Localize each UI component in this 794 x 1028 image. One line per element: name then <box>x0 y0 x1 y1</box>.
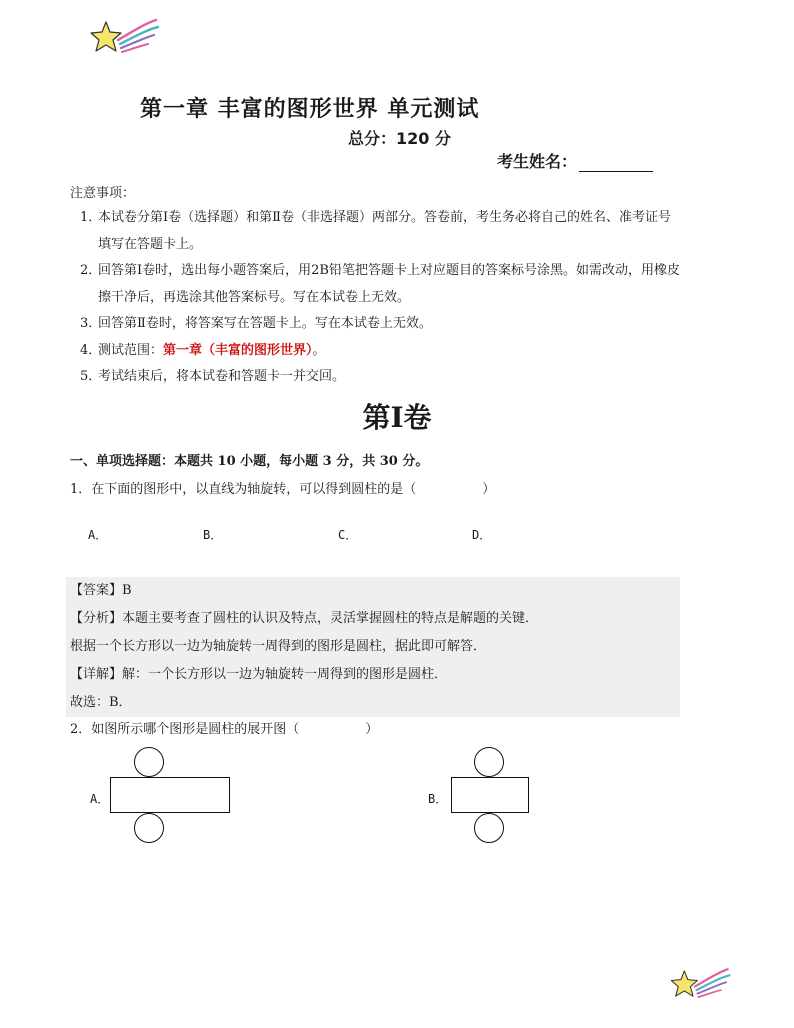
total-score: 总分：120 分 <box>348 129 451 148</box>
notice-list <box>80 205 680 391</box>
notice-item-number: 3． <box>80 316 102 331</box>
notice-item <box>80 258 680 311</box>
notice-item-text: 回答第Ⅰ卷时，选出每小题答案后，用2B铅笔把答题卡上对应题目的答案标号涂黑。如需改动，用橡皮擦干净后，再选涂其他答案标号。写在本试卷上无效。 <box>98 263 680 305</box>
net-circle-bottom <box>134 813 164 843</box>
notice-item <box>80 205 680 258</box>
detail-tag: 【详解】 <box>70 667 123 682</box>
notice-heading: 注意事项： <box>70 186 136 201</box>
notice-item <box>80 364 680 391</box>
net-circle-top <box>134 747 164 777</box>
question-stem-text: 2．如图所示哪个图形是圆柱的展开图（ <box>70 722 300 737</box>
notice-item <box>80 338 680 365</box>
detail-line <box>70 661 680 689</box>
option-a: A． <box>90 792 110 806</box>
notice-item-suffix: 。 <box>312 342 326 358</box>
notice-item <box>80 311 680 338</box>
analysis-text: 本题主要考查了圆柱的认识及特点，灵活掌握圆柱的特点是解题的关键． <box>122 611 539 626</box>
examinee-name-blank <box>579 155 653 172</box>
option-b: B． <box>428 792 448 806</box>
notice-item-number: 1． <box>80 210 102 225</box>
option-b: B． <box>203 528 223 542</box>
section-heading: 一、单项选择题：本题共 10 小题，每小题 3 分，共 30 分。 <box>70 454 429 469</box>
shooting-star-icon <box>668 964 732 1004</box>
option-a: A． <box>88 528 108 542</box>
notice-item-number: 5． <box>80 369 102 384</box>
notice-item-number: 4． <box>80 342 102 358</box>
close-paren: ） <box>482 482 496 497</box>
choice-line: 故选：B． <box>70 695 132 710</box>
notice-item-prefix: 测试范围： <box>98 342 164 358</box>
option-c: C． <box>338 528 358 542</box>
answer-line: 【答案】B <box>70 583 132 598</box>
net-circle-top <box>474 747 504 777</box>
notice-item-text: 回答第Ⅱ卷时，将答案写在答题卡上。写在本试卷上无效。 <box>98 316 432 331</box>
examinee-name-field <box>497 149 653 172</box>
question-2-stem <box>70 718 378 737</box>
notice-item-number: 2． <box>80 263 102 278</box>
close-paren: ） <box>365 722 379 737</box>
page-title: 第一章 丰富的图形世界 单元测试 <box>140 97 480 122</box>
shooting-star-icon <box>88 14 160 60</box>
volume-title: 第Ⅰ卷 <box>362 401 432 434</box>
notice-item-text: 本试卷分第Ⅰ卷（选择题）和第Ⅱ卷（非选择题）两部分。答卷前，考生务必将自己的姓名、准考证号填写在答题卡上。 <box>98 210 671 252</box>
net-rectangle <box>451 777 529 813</box>
question-1-stem <box>70 478 495 497</box>
analysis-tag: 【分析】 <box>70 611 123 626</box>
net-rectangle <box>110 777 230 813</box>
question-stem-text: 1．在下面的图形中，以直线为轴旋转，可以得到圆柱的是（ <box>70 482 417 497</box>
detail-text: 解：一个长方形以一边为轴旋转一周得到的图形是圆柱． <box>122 667 448 682</box>
examinee-name-label: 考生姓名： <box>497 152 578 171</box>
analysis-line <box>70 605 680 633</box>
option-d: D． <box>472 528 492 542</box>
test-scope-highlight: 第一章（丰富的图形世界） <box>163 342 313 358</box>
net-circle-bottom <box>474 813 504 843</box>
analysis-line-2: 根据一个长方形以一边为轴旋转一周得到的图形是圆柱，据此即可解答． <box>70 639 487 654</box>
answer-explanation-box <box>66 577 680 717</box>
notice-item-text: 考试结束后，将本试卷和答题卡一并交回。 <box>98 369 346 384</box>
